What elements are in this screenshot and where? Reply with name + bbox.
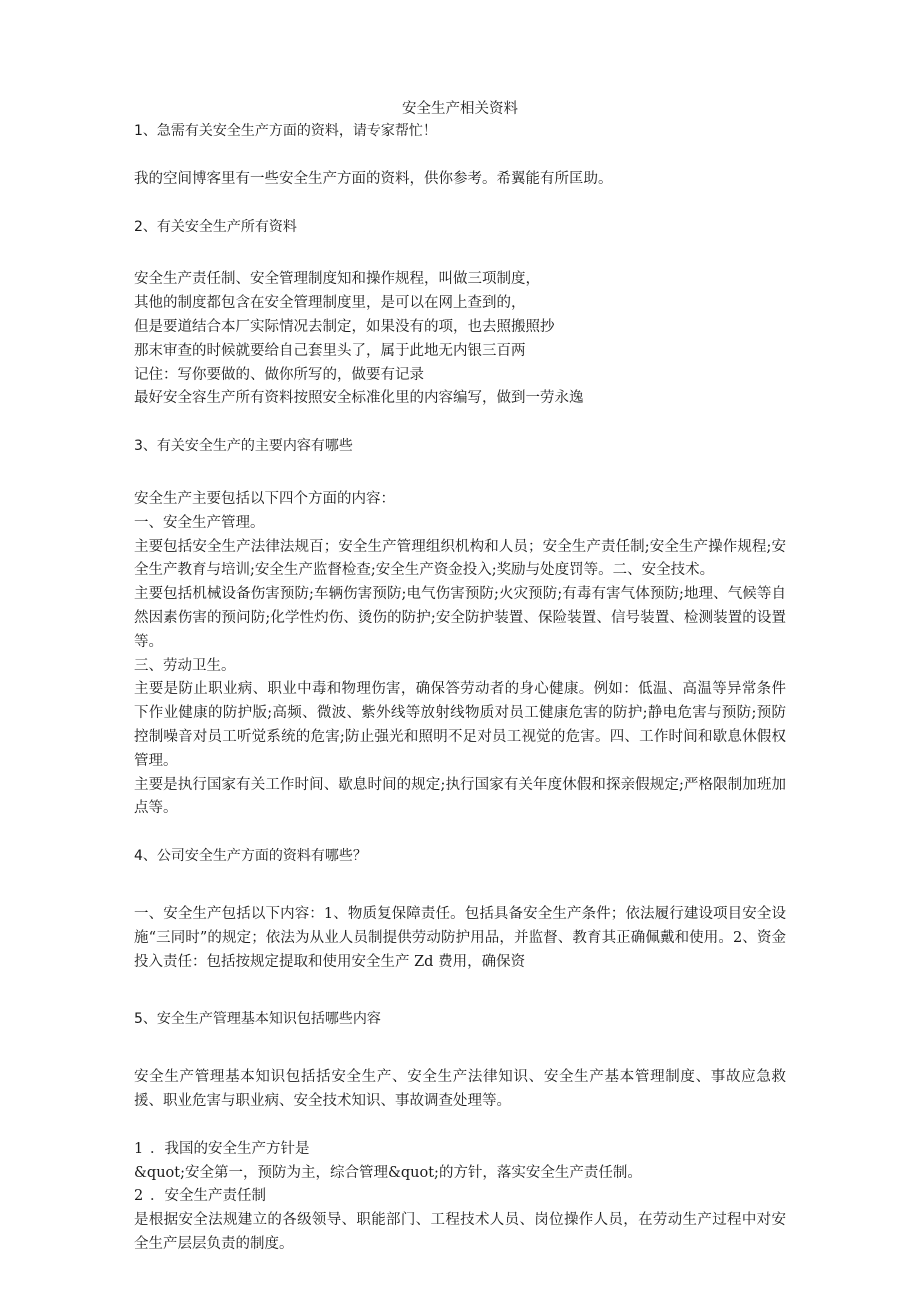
- document-title: 安全生产相关资料: [402, 101, 518, 117]
- section-3-heading: 3、有关安全生产的主要内容有哪些: [134, 438, 353, 455]
- section-5-item-2-title: [134, 1185, 786, 1209]
- section-5-item-1-body: &quot;安全第一，预防为主，综合管理&quot;的方针，落实安全生产责任制。: [134, 1164, 642, 1181]
- section-2-line: 记住：写你要做的、做你所写的，做要有记录: [134, 366, 424, 383]
- section-4-body: 一、安全生产包括以下内容：1、物质复保障责任。包括具备安全生产条件；依法履行建设项目安全设施“三同时”的规定；依法为从业人员制提供劳动防护用品，并监督、教育其正确佩戴和使用。2、资金投入责任：包括按规定提取和使用安全生产 Zd 费用，确保资: [134, 905, 786, 970]
- section-3-intro: 安全生产主要包括以下四个方面的内容：: [134, 490, 395, 507]
- section-5-item-2-body: 是根据安全法规建立的各级领导、职能部门、工程技术人员、岗位操作人员，在劳动生产过程中对安全生产层层负责的制度。: [134, 1212, 786, 1252]
- section-3-part3-title: 三、劳动卫生。: [134, 657, 236, 674]
- section-2-line: 其他的制度都包含在安全管理制度里，是可以在网上查到的，: [134, 295, 526, 312]
- section-2-line: 那末审查的时候就要给自己套里头了，属于此地无内银三百两: [134, 342, 526, 359]
- section-2-line: 但是要道结合本厂实际情况去制定，如果没有的项，也去照搬照抄: [134, 318, 555, 335]
- section-5-body: 安全生产管理基本知识包括括安全生产、安全生产法律知识、安全生产基本管理制度、事故应急救援、职业危害与职业病、安全技术知识、事故调查处理等。: [134, 1069, 786, 1109]
- item-number: 1: [134, 1140, 144, 1157]
- document-body: [134, 120, 786, 1257]
- section-4-heading: 4、公司安全生产方面的资料有哪些？: [134, 848, 367, 865]
- section-3-part3-body: 主要是防止职业病、职业中毒和物理伤害，确保答劳动者的身心健康。例如：低温、高温等异常条件下作业健康的防护版;高频、微波、紫外线等放射线物质对员工健康危害的防护;静电危害与预防;预防控制噪音对员工听觉系统的危害;防止强光和照明不足对员工视觉的危害。四、工作时间和歇息休假权管理。: [134, 681, 786, 769]
- section-2-line: 安全生产责任制、安全管理制度知和操作规程，叫做三项制度，: [134, 271, 540, 288]
- section-1-body: 我的空间博客里有一些安全生产方面的资料，供你参考。希翼能有所匡助。: [134, 170, 613, 187]
- section-1-heading: 1、急需有关安全生产方面的资料，请专家帮忙！: [134, 123, 437, 139]
- item-number: 2: [134, 1188, 144, 1205]
- section-5-item-1-title: [134, 1138, 786, 1162]
- section-2-line: 最好安全容生产所有资料按照安全标准化里的内容编写，做到一劳永逸: [134, 390, 584, 407]
- section-3-part4-body: 主要是执行国家有关工作时间、歇息时间的规定;执行国家有关年度休假和探亲假规定;严格限制加班加点等。: [134, 776, 786, 817]
- section-3-part2-body: 主要包括机械设备伤害预防;车辆伤害预防;电气伤害预防;火灾预防;有毒有害气体预防;地理、气候等自然因素伤害的预问防;化学性灼伤、烫伤的防护;安全防护装置、保险装置、信号装置、检测装置的设置等。: [134, 586, 786, 650]
- section-2-heading: 2、有关安全生产所有资料: [134, 218, 297, 235]
- item-title: ．我国的安全生产方针是: [150, 1140, 310, 1157]
- item-title: ．安全生产责任制: [150, 1188, 266, 1205]
- section-5-heading: 5、安全生产管理基本知识包括哪些内容: [134, 1011, 381, 1028]
- section-3-part1-title: 一、安全生产管理。: [134, 514, 265, 531]
- section-3-part1-body: 主要包括安全生产法律法规百；安全生产管理组织机构和人员；安全生产责任制;安全生产操作规程;安全生产教育与培训;安全生产监督检查;安全生产资金投入;奖励与处度罚等。二、安全技术。: [134, 538, 786, 579]
